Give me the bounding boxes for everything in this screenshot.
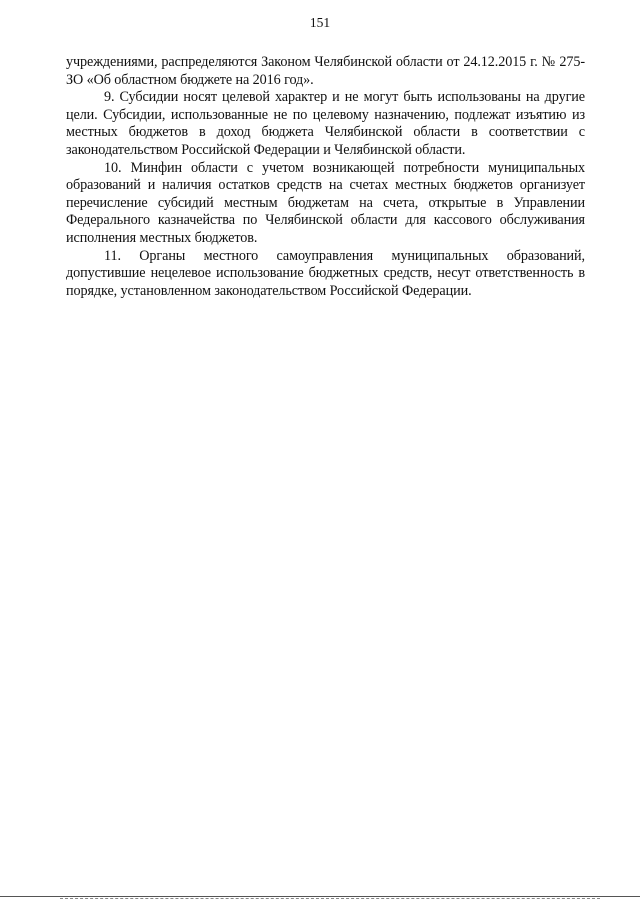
document-body [66,54,585,300]
paragraph-item-11: 11. Органы местного самоуправления муниципальных образований, допустившие нецелевое использование бюджетных средств, несут ответственность в порядке, установленном законодательством Российской Федерации. [66,247,585,299]
scan-bottom-edge-line [0,896,640,897]
page-number: 151 [309,15,331,30]
paragraph-item-9: 9. Субсидии носят целевой характер и не могут быть использованы на другие цели. Субсидии, использованные не по целевому назначению, подлежат изъятию из местных бюджетов в доход бюджета Челябинской области в соответствии с законодательством Российской Федерации и Челябинской области. [66,89,585,158]
paragraph-item-10: 10. Минфин области с учетом возникающей потребности муниципальных образований и наличия остатков средств на счетах местных бюджетов организует перечисление субсидий местным бюджетам на счета, открытые в Управлении Федерального казначейства по Челябинской области для кассового обслуживания исполнения местных бюджетов. [66,159,585,246]
paragraph-continuation: учреждениями, распределяются Законом Челябинской области от 24.12.2015 г. № 275-ЗО «Об областном бюджете на 2016 год». [66,54,585,88]
scan-bottom-edge-artifact [60,898,600,899]
